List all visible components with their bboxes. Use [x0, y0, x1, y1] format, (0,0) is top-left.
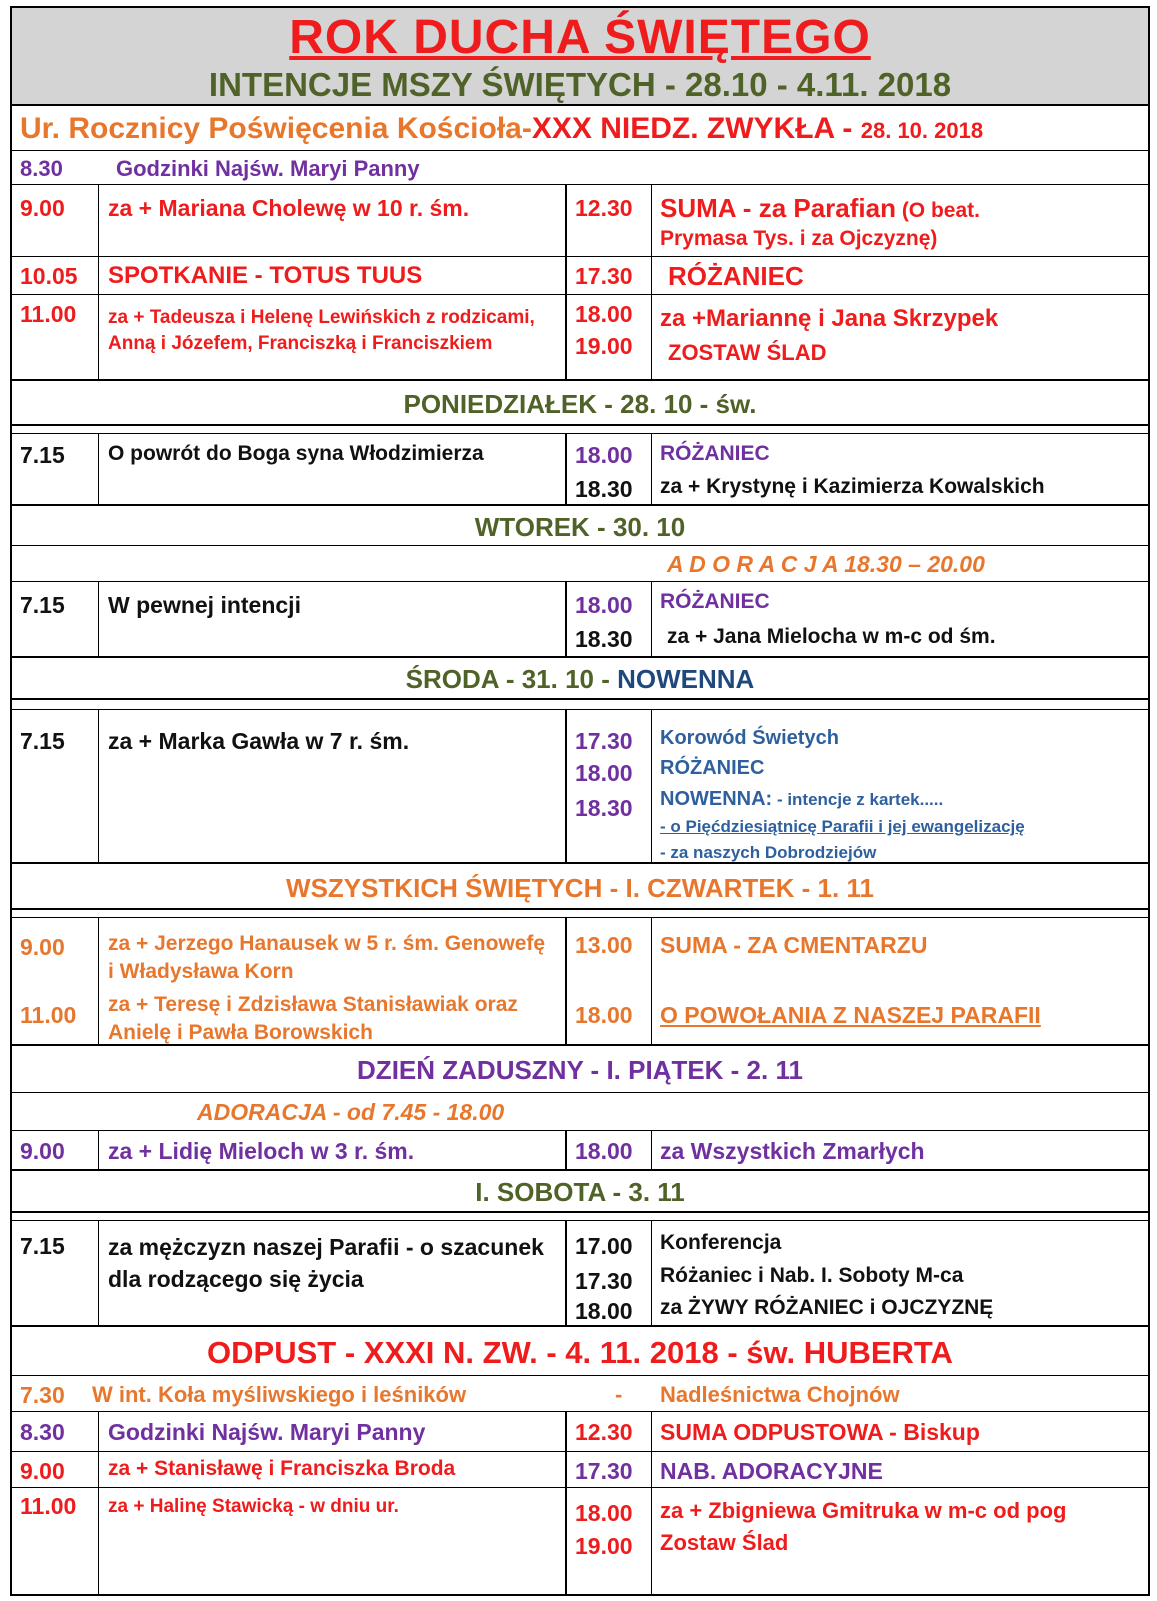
separator-dash: - [615, 1382, 623, 1407]
intention-text: SPOTKANIE - TOTUS TUUS [108, 262, 423, 289]
tuesday-heading-row [12, 506, 1148, 546]
time: 9.00 [20, 1458, 65, 1484]
day-heading: PONIEDZIAŁEK - 28. 10 - św. [403, 389, 757, 419]
intention-text: NAB. ADORACYJNE [660, 1458, 883, 1484]
time: 7.15 [20, 728, 65, 754]
sunday-row-2 [12, 257, 1148, 295]
time: 7.15 [20, 592, 65, 618]
time: 11.00 [20, 301, 77, 327]
time: 9.00 [20, 1138, 65, 1164]
intention-text: Konferencja [660, 1231, 782, 1254]
saturday-row [12, 1221, 1148, 1327]
time: 18.00 [575, 1500, 633, 1526]
time: 8.30 [20, 156, 63, 181]
friday-row [12, 1131, 1148, 1171]
intention-text: Godzinki Najśw. Maryi Panny [108, 1419, 426, 1445]
day-heading: ODPUST - XXXI N. ZW. - 4. 11. 2018 - św. HUBERTA [207, 1335, 953, 1370]
time: 17.30 [575, 263, 633, 289]
thursday-spacer [12, 910, 1148, 918]
time: 7.15 [20, 442, 65, 468]
intention-text: RÓŻANIEC [668, 261, 804, 291]
intention-text: NOWENNA: - intencje z kartek..... [660, 788, 944, 810]
time: 17.30 [575, 728, 633, 754]
time: 7.15 [20, 1233, 65, 1259]
tuesday-adoration-row [12, 546, 1148, 582]
time: 17.00 [575, 1233, 633, 1259]
time: 9.00 [20, 934, 65, 960]
time: 19.00 [575, 1533, 633, 1559]
time: 18.00 [575, 592, 633, 618]
time: 9.00 [20, 195, 65, 221]
sunday-heading-row [12, 106, 1148, 151]
wednesday-spacer [12, 700, 1148, 710]
monday-spacer [12, 426, 1148, 434]
time: 7.30 [20, 1382, 65, 1408]
thursday-heading-row [12, 864, 1148, 910]
sunday-godzinki-row [12, 151, 1148, 185]
intention-text: za + Mariana Cholewę w 10 r. śm. [108, 195, 470, 221]
intention-text: Zostaw Ślad [660, 1530, 789, 1555]
intention-text: za +Mariannę i Jana Skrzypek [660, 305, 999, 332]
odpust-heading-row [12, 1327, 1148, 1376]
time: 12.30 [575, 195, 633, 221]
time: 13.00 [575, 932, 633, 958]
time: 18.00 [575, 760, 633, 786]
intention-text: RÓŻANIEC [660, 757, 765, 779]
odpust-row-2 [12, 1452, 1148, 1488]
intention-text: za ŻYWY RÓŻANIEC i OJCZYZNĘ [660, 1296, 994, 1319]
time: 11.00 [20, 1002, 77, 1028]
intention-text: SUMA - ZA CMENTARZU [660, 932, 928, 958]
adoration-note: ADORACJA - od 7.45 - 18.00 [197, 1099, 505, 1125]
intention-text: za + Krystynę i Kazimierza Kowalskich [660, 475, 1045, 498]
intention-text: za + Marka Gawła w 7 r. śm. [108, 728, 410, 754]
friday-adoration-row [12, 1093, 1148, 1131]
time: 10.05 [20, 263, 78, 289]
time: 19.00 [575, 333, 633, 359]
intention-text: SUMA - za Parafian (O beat. [660, 193, 980, 223]
intention-text: za mężczyzn naszej Parafii - o szacunek dla rodzącego się życia [108, 1234, 544, 1292]
intention-text: za + Jana Mielocha w m-c od śm. [667, 625, 996, 648]
intentions-sheet [10, 6, 1150, 1596]
sunday-row-3 [12, 295, 1148, 381]
day-heading: ŚRODA - 31. 10 - NOWENNA [405, 664, 755, 694]
intention-text: ZOSTAW ŚLAD [668, 340, 827, 365]
intention-text: za + Lidię Mieloch w 3 r. śm. [108, 1138, 415, 1164]
odpust-row-1 [12, 1412, 1148, 1452]
intention-text: RÓŻANIEC [660, 442, 770, 465]
intention-text: Prymasa Tys. i za Ojczyznę) [660, 227, 938, 250]
day-heading: DZIEŃ ZADUSZNY - I. PIĄTEK - 2. 11 [357, 1055, 803, 1085]
time: 17.30 [575, 1268, 633, 1294]
time: 18.00 [575, 442, 633, 468]
intention-text: O POWOŁANIA Z NASZEJ PARAFII [660, 1002, 1041, 1028]
time: 17.30 [575, 1458, 633, 1484]
intention-text: za + Jerzego Hanausek w 5 r. śm. Genowefę i Władysława Korn [108, 932, 546, 983]
intention-text: SUMA ODPUSTOWA - Biskup [660, 1419, 980, 1445]
time: 18.30 [575, 626, 633, 652]
day-heading: I. SOBOTA - 3. 11 [475, 1177, 685, 1207]
intention-text: za + Tadeusza i Helenę Lewińskich z rodzicami, Anną i Józefem, Franciszką i Franciszkiem [108, 307, 535, 354]
wednesday-heading-row [12, 658, 1148, 700]
time: 18.30 [575, 476, 633, 502]
sunday-row-1 [12, 185, 1148, 257]
page-title: ROK DUCHA ŚWIĘTEGO [289, 11, 871, 64]
intention-text: Nadleśnictwa Chojnów [660, 1382, 900, 1407]
day-heading: WSZYSTKICH ŚWIĘTYCH - I. CZWARTEK - 1. 11 [286, 873, 874, 903]
saturday-heading-row [12, 1171, 1148, 1213]
time: 8.30 [20, 1419, 65, 1445]
intention-text: W int. Koła myśliwskiego i leśników [92, 1382, 467, 1407]
time: 12.30 [575, 1419, 633, 1445]
time: 18.00 [575, 1002, 633, 1028]
intention-text: za + Teresę i Zdzisława Stanisławiak oraz Anielę i Pawła Borowskich [108, 993, 518, 1044]
odpust-hunters-row [12, 1376, 1148, 1412]
intention-text: W pewnej intencji [108, 592, 301, 618]
time: 18.30 [575, 795, 633, 821]
time: 11.00 [20, 1493, 77, 1519]
monday-row [12, 434, 1148, 506]
intention-text: za + Halinę Stawicką - w dniu ur. [108, 1496, 399, 1517]
time: 18.00 [575, 1138, 633, 1164]
saturday-spacer [12, 1213, 1148, 1221]
page-subtitle: INTENCJE MSZY ŚWIĘTYCH - 28.10 - 4.11. 2018 [208, 66, 952, 103]
monday-heading-row [12, 381, 1148, 426]
time: 18.00 [575, 301, 633, 327]
intention-text: Korowód Świetych [660, 727, 839, 749]
adoration-note: A D O R A C J A 18.30 – 20.00 [667, 551, 985, 577]
friday-heading-row [12, 1046, 1148, 1093]
intention-text: - za naszych Dobrodziejów [660, 843, 877, 862]
day-heading: WTOREK - 30. 10 [474, 512, 686, 542]
tuesday-row [12, 582, 1148, 658]
intention-text: RÓŻANIEC [660, 590, 770, 613]
wednesday-row [12, 710, 1148, 864]
intention-text: Godzinki Najśw. Maryi Panny [116, 156, 420, 181]
intention-text: Różaniec i Nab. I. Soboty M-ca [660, 1264, 964, 1287]
intention-text: - o Pięćdziesiątnicę Parafii i jej ewangelizację [660, 817, 1025, 836]
intention-text: za Wszystkich Zmarłych [660, 1138, 925, 1164]
odpust-row-3 [12, 1488, 1148, 1594]
thursday-row [12, 918, 1148, 1046]
time: 18.00 [575, 1298, 633, 1324]
intention-text: O powrót do Boga syna Włodzimierza [108, 442, 484, 465]
intention-text: za + Stanisławę i Franciszka Broda [108, 1457, 456, 1480]
header-banner [12, 8, 1148, 106]
intention-text: za + Zbigniewa Gmitruka w m-c od pog [660, 1498, 1067, 1523]
sunday-heading: Ur. Rocznicy Poświęcenia Kościoła-XXX NIEDZ. ZWYKŁA - 28. 10. 2018 [20, 112, 984, 145]
